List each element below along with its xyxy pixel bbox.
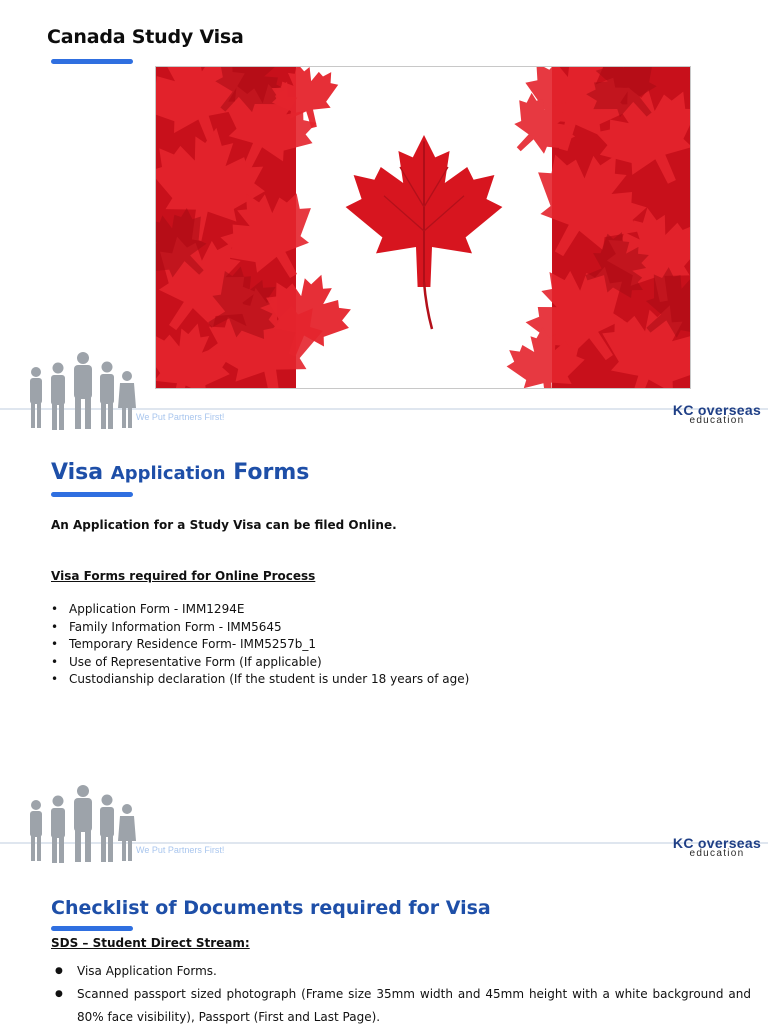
canada-flag-image [155,66,691,389]
brand-logo [672,835,762,859]
title-underline [51,59,133,64]
section-heading: Checklist of Documents required for Visa [51,897,491,919]
brand-name: KC overseas [672,835,762,851]
intro-text: An Application for a Study Visa can be filed Online. [51,518,397,532]
title-underline [51,926,133,931]
brand-subtitle: education [689,848,745,859]
brand-logo [672,402,762,426]
list-item: • Application Form - IMM1294E [51,601,469,619]
tagline: We Put Partners First! [136,845,225,855]
heading-word: Forms [233,460,310,485]
list-item: ● Scanned passport sized photograph (Frame size 35mm width and 45mm height with a white background and 80% face visibility), Passport (First and Last Page). [51,983,751,1029]
page-title: Canada Study Visa [47,26,244,48]
heading-word: Application [110,463,226,484]
forms-list [51,601,469,689]
silhouette-people-icon [22,783,142,865]
subheading: SDS – Student Direct Stream: [51,936,250,950]
list-item: • Custodianship declaration (If the student is under 18 years of age) [51,671,469,689]
brand-name: KC overseas [672,402,762,418]
tagline: We Put Partners First! [136,412,225,422]
list-item: • Temporary Residence Form- IMM5257b_1 [51,636,469,654]
subheading: Visa Forms required for Online Process [51,569,316,583]
silhouette-people-icon [22,350,142,432]
list-item: ● Visa Application Forms. [51,960,751,983]
list-item: • Family Information Form - IMM5645 [51,619,469,637]
checklist [51,960,751,1029]
section-heading [51,460,309,485]
maple-leaf-flag-graphic [156,67,691,389]
list-item: • Use of Representative Form (If applicable) [51,654,469,672]
brand-subtitle: education [689,415,745,426]
title-underline [51,492,133,497]
heading-word: Visa [51,460,104,485]
